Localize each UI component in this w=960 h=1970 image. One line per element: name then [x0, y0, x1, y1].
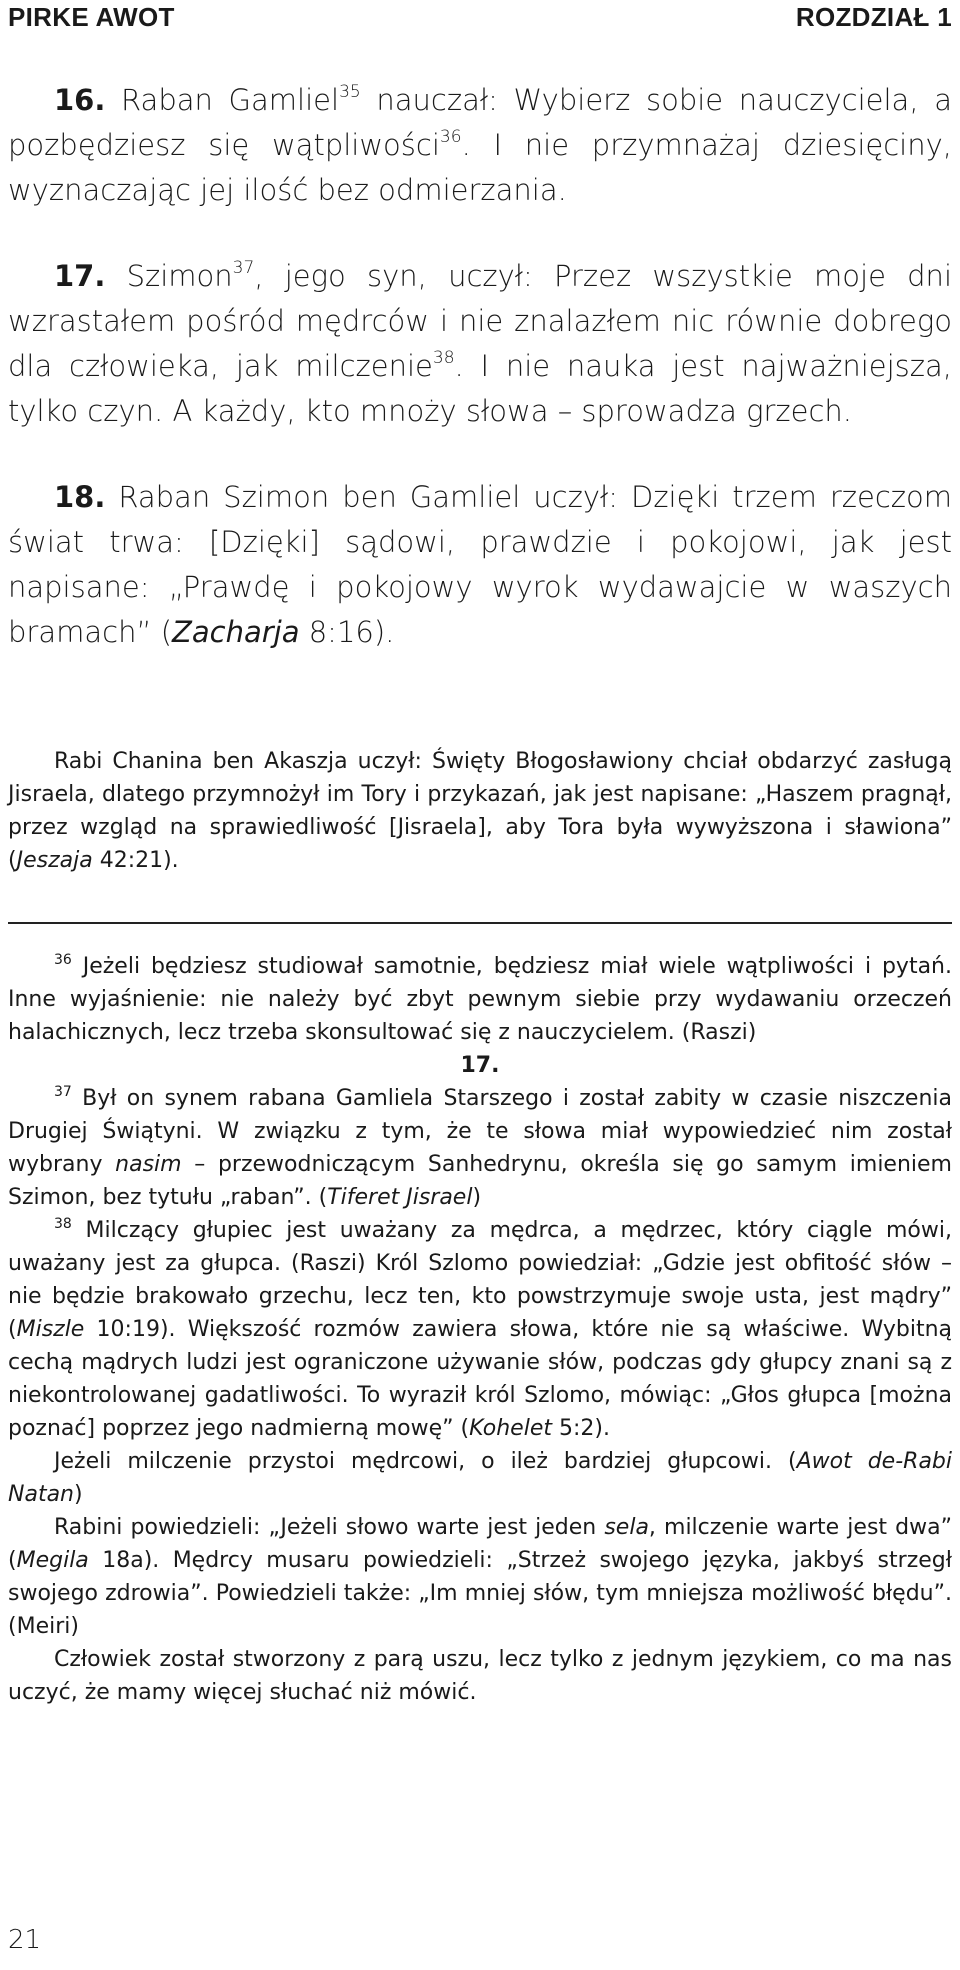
header-book-title: PIRKE AWOT [8, 2, 175, 32]
text-run: Raban Gamliel [105, 83, 340, 117]
header-chapter: ROZDZIAŁ 1 [795, 2, 952, 32]
italic-term: sela [604, 1515, 649, 1540]
scripture-ref: Jeszaja [16, 848, 93, 873]
text-run: , jego syn, uczył: Przez wszystkie moje dni wzrastałem pośród mędrców i nie znalazłem nic równie dobrego dla człowieka, jak milczenie [8, 259, 952, 383]
footnote-marker: 37 [54, 1084, 72, 1100]
text-run: , milczenie warte jest dwa” ( [8, 1515, 952, 1573]
main-text [8, 78, 952, 696]
footnote-ref-35: 35 [339, 82, 361, 102]
footnote-section-heading: 17. [460, 1053, 500, 1078]
footnote-marker: 36 [54, 952, 72, 968]
footnote-divider [8, 922, 952, 924]
italic-source: Megila [16, 1548, 89, 1573]
footnote-38 [8, 1214, 952, 1445]
verse-number: 17. [54, 259, 106, 293]
text-run: . I nie nauka jest najważniejsza, tylko czyn. A każdy, kto mnoży słowa – sprowadza grzech. [8, 349, 952, 428]
footnote-ref-38: 38 [432, 348, 455, 368]
text-run: ) [472, 1185, 482, 1210]
verse-number: 16. [54, 83, 106, 117]
text-run: 42:21). [92, 848, 179, 873]
running-header [8, 2, 952, 33]
closing-comment [8, 745, 952, 877]
verse-number: 18. [54, 480, 106, 514]
text-run: Był on synem rabana Gamliela Starszego i został zabity w czasie niszczenia Drugiej Świątyni. W związku z tym, że te słowa miał wypowiedzieć nim został wybrany [8, 1086, 952, 1177]
text-run: 18a). Mędrcy musaru powiedzieli: „Strzeż swojego języka, jakbyś strzegł swojego zdrowia”. Powiedzieli także: „Im mniej słów, tym mniejsza możliwość błędu”. (Meiri) [8, 1548, 952, 1639]
footnote-marker: 38 [54, 1216, 72, 1232]
text-run: Jeżeli milczenie przystoi mędrcowi, o ileż bardziej głupcowi. ( [54, 1449, 797, 1474]
text-run: Jeżeli będziesz studiował samotnie, będziesz miał wiele wątpliwości i pytań. Inne wyjaśnienie: nie należy być zbyt pewnym siebie przy wydawaniu orzeczeń halachicznych, lecz trzeba skonsultować się z nauczycielem. (Raszi) [8, 954, 952, 1045]
text-run: Raban Szimon ben Gamliel uczył: Dzięki trzem rzeczom świat trwa: [Dzięki] sądowi, prawdzie i pokojowi, jak jest napisane: „Prawdę i pokojowy wyrok wydawajcie w waszych bramach” ( [8, 480, 952, 649]
paragraph-18 [8, 475, 952, 655]
italic-term: nasim [115, 1152, 182, 1177]
paragraph-16 [8, 78, 952, 213]
footnote-ref-36: 36 [439, 127, 462, 147]
text-run: Rabi Chanina ben Akaszja uczył: Święty Błogosławiony chciał obdarzyć zasługą Jisraela, dlatego przymnożył im Tory i przykazań, jak jest napisane: „Haszem pragnął, przez wzgląd na sprawiedliwość [Jisraela], aby Tora była wywyższona i sławiona” ( [8, 749, 952, 873]
footnote-37 [8, 1082, 952, 1214]
text-run: Rabini powiedzieli: „Jeżeli słowo warte jest jeden [54, 1515, 605, 1540]
footnote-36 [8, 950, 952, 1049]
text-run: . I nie przymnażaj dziesięciny, wyznaczając jej ilość bez odmierzania. [8, 128, 953, 207]
footnote-38-continued-1 [8, 1445, 952, 1511]
italic-source: Miszle [16, 1317, 85, 1342]
italic-source: Awot de-Rabi Natan [8, 1449, 952, 1507]
text-run: Szimon [105, 259, 233, 293]
italic-source: Tiferet Jisrael [327, 1185, 473, 1210]
italic-source: Kohelet [469, 1416, 552, 1441]
scripture-ref: Zacharja [172, 615, 300, 649]
text-run: nauczał: Wybierz sobie nauczyciela, a pozbędziesz się wątpliwości [8, 83, 952, 162]
text-run: 5:2). [552, 1416, 610, 1441]
text-run: 10:19). Większość rozmów zawiera słowa, które nie są właściwe. Wybitną cechą mądrych ludzi jest ograniczone używanie słów, podczas gdy głupcy znani są z niekontrolowanej gadatliwości. To wyraził król Szlomo, mówiąc: „Głos głupca [można poznać] poprzez jego nadmierną mowę” ( [8, 1317, 952, 1441]
footnote-ref-37: 37 [232, 258, 255, 278]
text-run: 8:16). [299, 615, 395, 649]
footnote-38-continued-3: Człowiek został stworzony z parą uszu, lecz tylko z jednym językiem, co ma nas uczyć, że mamy więcej słuchać niż mówić. [8, 1647, 952, 1705]
text-run: ) [74, 1482, 83, 1507]
text-run: Milczący głupiec jest uważany za mędrca, a mędrzec, który ciągle mówi, uważany jest za głupca. (Raszi) Król Szlomo powiedział: „Gdzie jest obfitość słów – nie będzie brakowało grzechu, lecz ten, kto powstrzymuje swoje usta, jest mądry” ( [8, 1218, 952, 1342]
footnote-38-continued-2 [8, 1511, 952, 1643]
footnotes [8, 950, 952, 1709]
text-run: – przewodniczącym Sanhedrynu, określa się go samym imieniem Szimon, bez tytułu „raban”. ( [8, 1152, 952, 1210]
page-number: 21 [8, 1925, 42, 1955]
paragraph-17 [8, 254, 952, 434]
